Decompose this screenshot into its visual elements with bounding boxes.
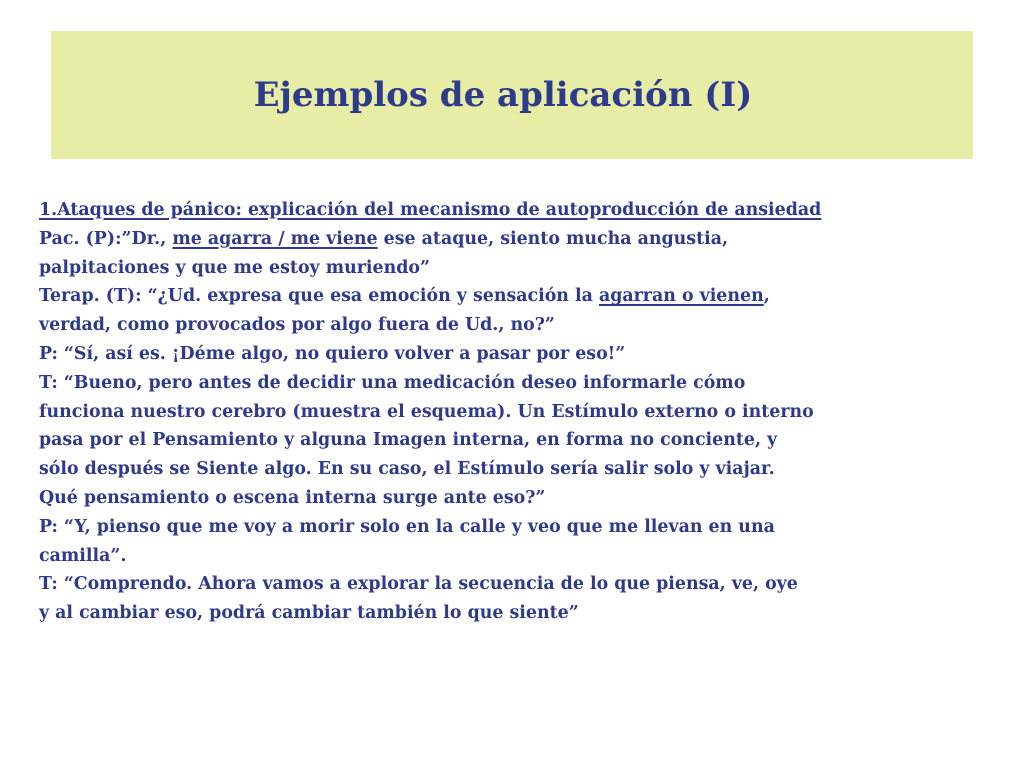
- dialogue-line-13: T: “Comprendo. Ahora vamos a explorar la secuencia de lo que piensa, ve, oye: [39, 574, 798, 595]
- dialogue-line-8: pasa por el Pensamiento y alguna Imagen interna, en forma no conciente, y: [39, 430, 778, 451]
- section-heading: [39, 196, 999, 225]
- dialogue-line-5: P: “Sí, así es. ¡Déme algo, no quiero volver a pasar por eso!”: [39, 343, 626, 364]
- dialogue-line-6: T: “Bueno, pero antes de decidir una medicación deseo informarle cómo: [39, 372, 746, 393]
- dialogue-line-3: [39, 282, 999, 311]
- dialogue-text: ,: [763, 286, 770, 307]
- dialogue-text: Terap. (T): “¿Ud. expresa que esa emoción y sensación la: [39, 286, 599, 307]
- dialogue-line-14: y al cambiar eso, podrá cambiar también lo que siente”: [39, 603, 579, 624]
- slide-body: [39, 196, 999, 628]
- slide-title: Ejemplos de aplicación (I): [253, 75, 753, 115]
- dialogue-line-4: verdad, como provocados por algo fuera de Ud., no?”: [39, 315, 555, 336]
- dialogue-text: ese ataque, siento mucha angustia,: [377, 228, 729, 249]
- title-band: [51, 31, 973, 159]
- dialogue-text: Pac. (P):”Dr.,: [39, 228, 173, 249]
- dialogue-line-1: [39, 225, 999, 254]
- dialogue-line-11: P: “Y, pienso que me voy a morir solo en la calle y veo que me llevan en una: [39, 516, 775, 537]
- dialogue-line-2: palpitaciones y que me estoy muriendo”: [39, 257, 430, 278]
- underlined-phrase: agarran o vienen: [598, 286, 764, 307]
- dialogue-line-7: funciona nuestro cerebro (muestra el esquema). Un Estímulo externo o interno: [39, 401, 814, 422]
- dialogue-line-12: camilla”.: [39, 545, 127, 566]
- dialogue-line-9: sólo después se Siente algo. En su caso, el Estímulo sería salir solo y viajar.: [39, 459, 775, 480]
- section-heading-text: 1.Ataques de pánico: explicación del mecanismo de autoproducción de ansiedad: [39, 200, 822, 220]
- dialogue-line-10: Qué pensamiento o escena interna surge ante eso?”: [39, 487, 546, 508]
- underlined-phrase: me agarra / me viene: [172, 228, 378, 249]
